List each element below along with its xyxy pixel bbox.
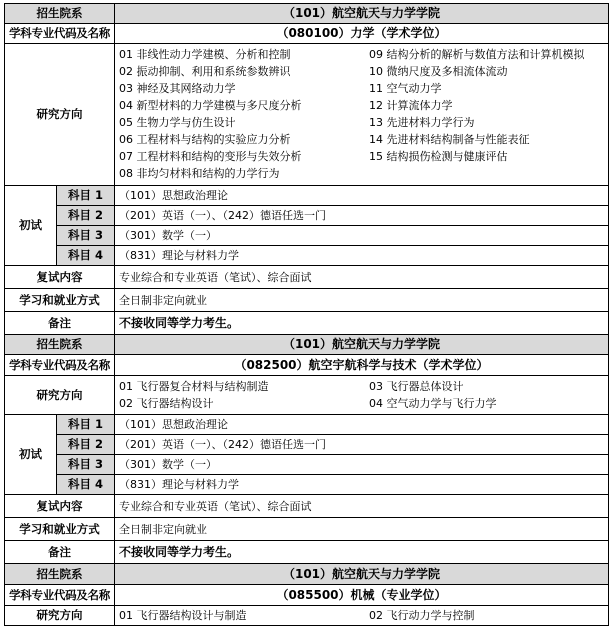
direction-item: 10 微纳尺度及多相流体流动 xyxy=(369,65,508,78)
subject-label: 科目 3 xyxy=(57,226,115,246)
subject-label: 科目 2 xyxy=(57,435,115,455)
note-value: 不接收同等学力考生。 xyxy=(115,312,609,335)
study-value: 全日制非定向就业 xyxy=(115,518,609,541)
subject-value: （201）英语（一）、（242）德语任选一门 xyxy=(115,435,609,455)
major-label: 学科专业代码及名称 xyxy=(5,355,115,376)
subject-value: （301）数学（一） xyxy=(115,226,609,246)
retest-value: 专业综合和专业英语（笔试）、综合面试 xyxy=(115,495,609,518)
school-label: 招生院系 xyxy=(5,335,115,355)
study-label: 学习和就业方式 xyxy=(5,289,115,312)
retest-value: 专业综合和专业英语（笔试）、综合面试 xyxy=(115,266,609,289)
direction-item: 03 神经及其网络动力学 xyxy=(119,82,236,95)
direction-list xyxy=(115,44,609,186)
retest-label: 复试内容 xyxy=(5,266,115,289)
direction-item: 05 生物力学与仿生设计 xyxy=(119,116,236,129)
school-value: （101）航空航天与力学学院 xyxy=(115,564,609,585)
study-value: 全日制非定向就业 xyxy=(115,289,609,312)
subject-value: （101）思想政治理论 xyxy=(115,186,609,206)
note-value: 不接收同等学力考生。 xyxy=(115,541,609,564)
subject-value: （831）理论与材料力学 xyxy=(115,246,609,266)
direction-item: 03 飞行器总体设计 xyxy=(369,380,464,393)
subject-label: 科目 1 xyxy=(57,415,115,435)
major-value: （080100）力学（学术学位） xyxy=(115,24,609,44)
subject-label: 科目 3 xyxy=(57,455,115,475)
school-value: （101）航空航天与力学学院 xyxy=(115,335,609,355)
subject-value: （101）思想政治理论 xyxy=(115,415,609,435)
direction-item: 09 结构分析的解析与数值方法和计算机模拟 xyxy=(369,48,585,61)
direction-item: 02 飞行器结构设计 xyxy=(119,397,214,410)
note-label: 备注 xyxy=(5,312,115,335)
direction-item: 14 先进材料结构制备与性能表征 xyxy=(369,133,530,146)
major-value: （082500）航空宇航科学与技术（学术学位） xyxy=(115,355,609,376)
direction-label: 研究方向 xyxy=(5,376,115,415)
direction-item: 04 空气动力学与飞行力学 xyxy=(369,397,497,410)
direction-item: 13 先进材料力学行为 xyxy=(369,116,475,129)
subject-value: （201）英语（一）、（242）德语任选一门 xyxy=(115,206,609,226)
major-label: 学科专业代码及名称 xyxy=(5,585,115,606)
exam-label: 初试 xyxy=(5,415,57,495)
direction-list xyxy=(115,606,609,626)
school-value: （101）航空航天与力学学院 xyxy=(115,4,609,24)
direction-list xyxy=(115,376,609,415)
admission-table xyxy=(4,3,609,626)
direction-item: 01 非线性动力学建模、分析和控制 xyxy=(119,48,291,61)
school-label: 招生院系 xyxy=(5,4,115,24)
direction-item: 15 结构损伤检测与健康评估 xyxy=(369,150,508,163)
subject-label: 科目 4 xyxy=(57,246,115,266)
subject-label: 科目 4 xyxy=(57,475,115,495)
subject-label: 科目 2 xyxy=(57,206,115,226)
study-label: 学习和就业方式 xyxy=(5,518,115,541)
direction-label: 研究方向 xyxy=(5,44,115,186)
exam-label: 初试 xyxy=(5,186,57,266)
major-value: （085500）机械（专业学位） xyxy=(115,585,609,606)
direction-item: 12 计算流体力学 xyxy=(369,99,453,112)
direction-item: 02 飞行动力学与控制 xyxy=(369,609,475,622)
subject-value: （831）理论与材料力学 xyxy=(115,475,609,495)
note-label: 备注 xyxy=(5,541,115,564)
subject-value: （301）数学（一） xyxy=(115,455,609,475)
direction-item: 04 新型材料的力学建模与多尺度分析 xyxy=(119,99,302,112)
direction-item: 01 飞行器复合材料与结构制造 xyxy=(119,380,269,393)
direction-item: 11 空气动力学 xyxy=(369,82,442,95)
direction-item: 01 飞行器结构设计与制造 xyxy=(119,609,247,622)
direction-item: 07 工程材料和结构的变形与失效分析 xyxy=(119,150,302,163)
school-label: 招生院系 xyxy=(5,564,115,585)
direction-item: 06 工程材料与结构的实验应力分析 xyxy=(119,133,291,146)
direction-item: 02 振动抑制、利用和系统参数辨识 xyxy=(119,65,291,78)
subject-label: 科目 1 xyxy=(57,186,115,206)
major-label: 学科专业代码及名称 xyxy=(5,24,115,44)
retest-label: 复试内容 xyxy=(5,495,115,518)
direction-label: 研究方向 xyxy=(5,606,115,626)
direction-item: 08 非均匀材料和结构的力学行为 xyxy=(119,167,280,180)
